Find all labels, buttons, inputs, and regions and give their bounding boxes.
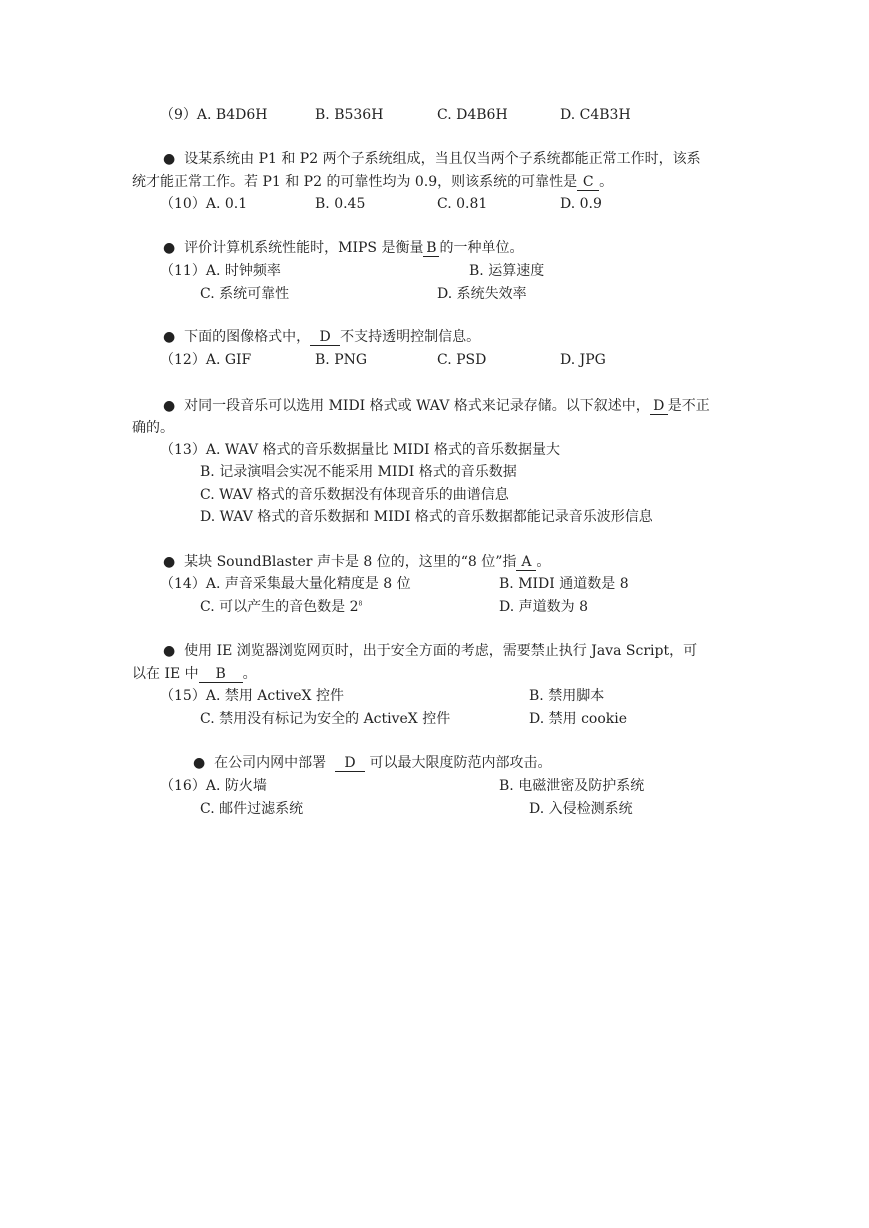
q11-option-b: B. 运算速度 (469, 263, 545, 279)
q12-option-b: B. PNG (315, 352, 368, 368)
bullet-icon: ● (163, 643, 176, 659)
q11-stem: ● 评价计算机系统性能时，MIPS 是衡量 B 的一种单位。 (163, 240, 524, 256)
q14-option-c-exponent: 8 (358, 600, 363, 608)
q14-option-c: C. 可以产生的音色数是 $2^8$ (200, 599, 363, 615)
q10-answer-blank: C (577, 174, 599, 191)
q15-stem-line1: ● 使用 IE 浏览器浏览网页时，出于安全方面的考虑，需要禁止执行 Java Script，可 (163, 643, 698, 659)
q10-option-b: B. 0.45 (315, 196, 366, 212)
q11-number: （11） (160, 263, 206, 279)
q10-number: （10） (160, 196, 206, 212)
q9-option-d: D. C4B3H (560, 107, 631, 123)
q14-options-row1 (160, 574, 411, 594)
q10-option-c: C. 0.81 (437, 196, 488, 212)
q10-stem-line2: 统才能正常工作。若 P1 和 P2 的可靠性均为 0.9，则该系统的可靠性是 C 。 (132, 174, 614, 190)
q10-option-d: D. 0.9 (560, 196, 602, 212)
q11-answer-blank: B (423, 240, 439, 257)
q12-number: （12） (160, 352, 206, 368)
q15-option-b: B. 禁用脚本 (529, 688, 605, 704)
q15-options-row1 (160, 686, 344, 706)
q15-option-c: C. 禁用没有标记为安全的 ActiveX 控件 (200, 711, 451, 727)
q15-answer-blank: B (199, 666, 243, 683)
q15-stem-line2: 以在 IE 中 B 。 (132, 666, 257, 682)
q11-options-row1 (160, 261, 281, 281)
q9-option-a: A. B4D6H (196, 107, 268, 123)
q13-option-d: D. WAV 格式的音乐数据和 MIDI 格式的音乐数据都能记录音乐波形信息 (200, 509, 653, 525)
q13-option-b: B. 记录演唱会实况不能采用 MIDI 格式的音乐数据 (200, 464, 517, 480)
q16-answer-blank: D (335, 755, 365, 772)
q13-option-c: C. WAV 格式的音乐数据没有体现音乐的曲谱信息 (200, 487, 509, 503)
q14-option-d: D. 声道数为 8 (499, 599, 588, 615)
q11-option-d: D. 系统失效率 (437, 286, 527, 302)
bullet-icon: ● (163, 151, 176, 167)
q16-number: （16） (160, 778, 206, 794)
q12-option-c: C. PSD (437, 352, 487, 368)
q10-options-row (160, 194, 247, 214)
bullet-icon: ● (163, 398, 176, 414)
q12-option-d: D. JPG (560, 352, 606, 368)
q14-option-b: B. MIDI 通道数是 8 (499, 576, 629, 592)
q13-stem-line2: 确的。 (132, 420, 174, 436)
q16-option-d: D. 入侵检测系统 (529, 801, 633, 817)
q16-option-c: C. 邮件过滤系统 (200, 801, 304, 817)
q15-option-a: A. 禁用 ActiveX 控件 (205, 688, 344, 704)
q12-option-a: A. GIF (205, 352, 252, 368)
q13-number: （13） (160, 442, 206, 458)
q12-stem: ● 下面的图像格式中， D 不支持透明控制信息。 (163, 329, 481, 345)
q13-answer-blank: D (650, 398, 668, 415)
q10-option-a: A. 0.1 (205, 196, 248, 212)
q9-options-row (160, 105, 267, 125)
q14-option-a: A. 声音采集最大量化精度是 8 位 (205, 576, 411, 592)
bullet-icon: ● (193, 755, 206, 771)
q14-answer-blank: A (516, 554, 536, 571)
q14-number: （14） (160, 576, 206, 592)
q16-stem: ● 在公司内网中部署 D 可以最大限度防范内部攻击。 (193, 755, 552, 771)
q12-answer-blank: D (310, 329, 340, 346)
q14-stem: ● 某块 SoundBlaster 声卡是 8 位的，这里的“8 位”指 A 。 (163, 554, 551, 570)
q11-option-c: C. 系统可靠性 (200, 286, 290, 302)
q13-option-a-row (160, 440, 560, 460)
q16-option-a: A. 防火墙 (205, 778, 267, 794)
q9-number: （9） (160, 107, 197, 123)
q13-stem-line1: ● 对同一段音乐可以选用 MIDI 格式或 WAV 格式来记录存储。以下叙述中， D 是不正 (163, 398, 710, 414)
q15-option-d: D. 禁用 cookie (529, 711, 628, 727)
q16-options-row1 (160, 776, 267, 796)
bullet-icon: ● (163, 240, 176, 256)
q9-option-c: C. D4B6H (437, 107, 508, 123)
q11-option-a: A. 时钟频率 (205, 263, 281, 279)
q15-number: （15） (160, 688, 206, 704)
q10-stem-line1: ● 设某系统由 P1 和 P2 两个子系统组成，当且仅当两个子系统都能正常工作时，该系 (163, 151, 701, 167)
bullet-icon: ● (163, 554, 176, 570)
q9-option-b: B. B536H (315, 107, 384, 123)
q16-option-b: B. 电磁泄密及防护系统 (499, 778, 645, 794)
bullet-icon: ● (163, 329, 176, 345)
q13-option-a: A. WAV 格式的音乐数据量比 MIDI 格式的音乐数据量大 (205, 442, 561, 458)
q12-options-row (160, 350, 251, 370)
